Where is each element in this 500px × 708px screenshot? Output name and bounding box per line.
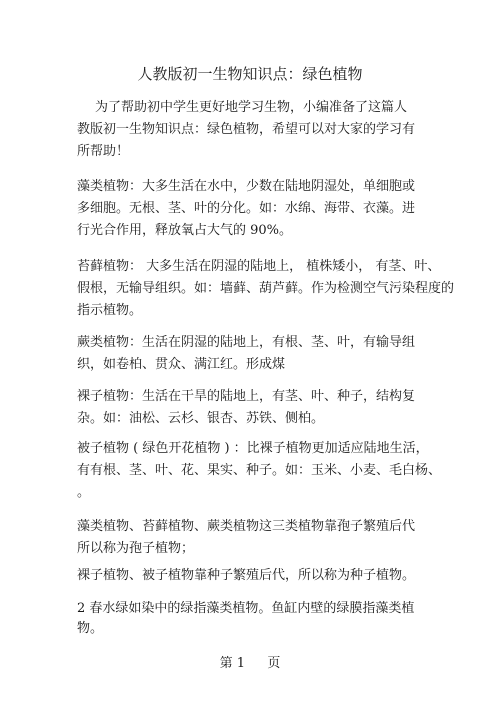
paragraph-fern-line-2: 织，如卷柏、贯众、满江红。形成煤 bbox=[77, 357, 286, 372]
paragraph-algae-line-1: 藻类植物：大多生活在水中，少数在陆地阴湿处，单细胞或 bbox=[77, 179, 416, 194]
page-number-suffix: 页 bbox=[267, 656, 281, 671]
page-number-prefix: 第 1 bbox=[219, 656, 246, 671]
paragraph-intro-line-2: 教版初一生物知识点：绿色植物，希望可以对大家的学习有 bbox=[77, 122, 416, 137]
paragraph-intro-line-1: 为了帮助初中学生更好地学习生物，小编准备了这篇人 bbox=[95, 100, 408, 115]
paragraph-moss-line-2: 假根，无输导组织。如：墙藓、葫芦藓。作为检测空气污染程度的 bbox=[77, 281, 455, 296]
paragraph-spore-line-1: 藻类植物、苔藓植物、蕨类植物这三类植物靠孢子繁殖后代 bbox=[77, 519, 416, 534]
paragraph-moss-line-3: 指示植物。 bbox=[77, 303, 143, 318]
paragraph-angiosperm-line-1: 被子植物 ( 绿色开花植物 ) ：比裸子植物更加适应陆地生活， bbox=[77, 441, 429, 456]
paragraph-algae-line-3: 行光合作用，释放氧占大气的 90%。 bbox=[77, 223, 293, 238]
paragraph-gymnosperm-line-2: 杂。如：油松、云杉、银杏、苏铁、侧柏。 bbox=[77, 411, 325, 426]
paragraph-seed-line-1: 裸子植物、被子植物靠种子繁殖后代，所以称为种子植物。 bbox=[77, 568, 416, 583]
paragraph-angiosperm-line-3: 。 bbox=[77, 485, 91, 500]
paragraph-intro-line-3: 所帮助！ bbox=[77, 144, 130, 159]
paragraph-spring-line-2: 物。 bbox=[77, 621, 104, 636]
paragraph-algae-line-2: 多细胞。无根、茎、叶的分化。如：水绵、海带、衣藻。进 bbox=[77, 201, 416, 216]
paragraph-fern-line-1: 蕨类植物：生活在阴湿的陆地上，有根、茎、叶，有输导组 bbox=[77, 335, 416, 350]
paragraph-gymnosperm-line-1: 裸子植物：生活在干旱的陆地上，有茎、叶、种子，结构复 bbox=[77, 389, 416, 404]
paragraph-spore-line-2: 所以称为孢子植物； bbox=[77, 541, 195, 556]
page-footer bbox=[0, 652, 500, 671]
paragraph-spring-line-1: 2 春水绿如染中的绿指藻类植物。鱼缸内壁的绿膜指藻类植 bbox=[77, 601, 415, 616]
paragraph-angiosperm-line-2: 有有根、茎、叶、花、果实、种子。如：玉米、小麦、毛白杨、 bbox=[77, 463, 442, 478]
paragraph-moss-line-1: 苔藓植物： 大多生活在阴湿的陆地上， 植株矮小， 有茎、叶、 bbox=[77, 259, 441, 274]
document-title: 人教版初一生物知识点：绿色植物 bbox=[137, 65, 363, 83]
